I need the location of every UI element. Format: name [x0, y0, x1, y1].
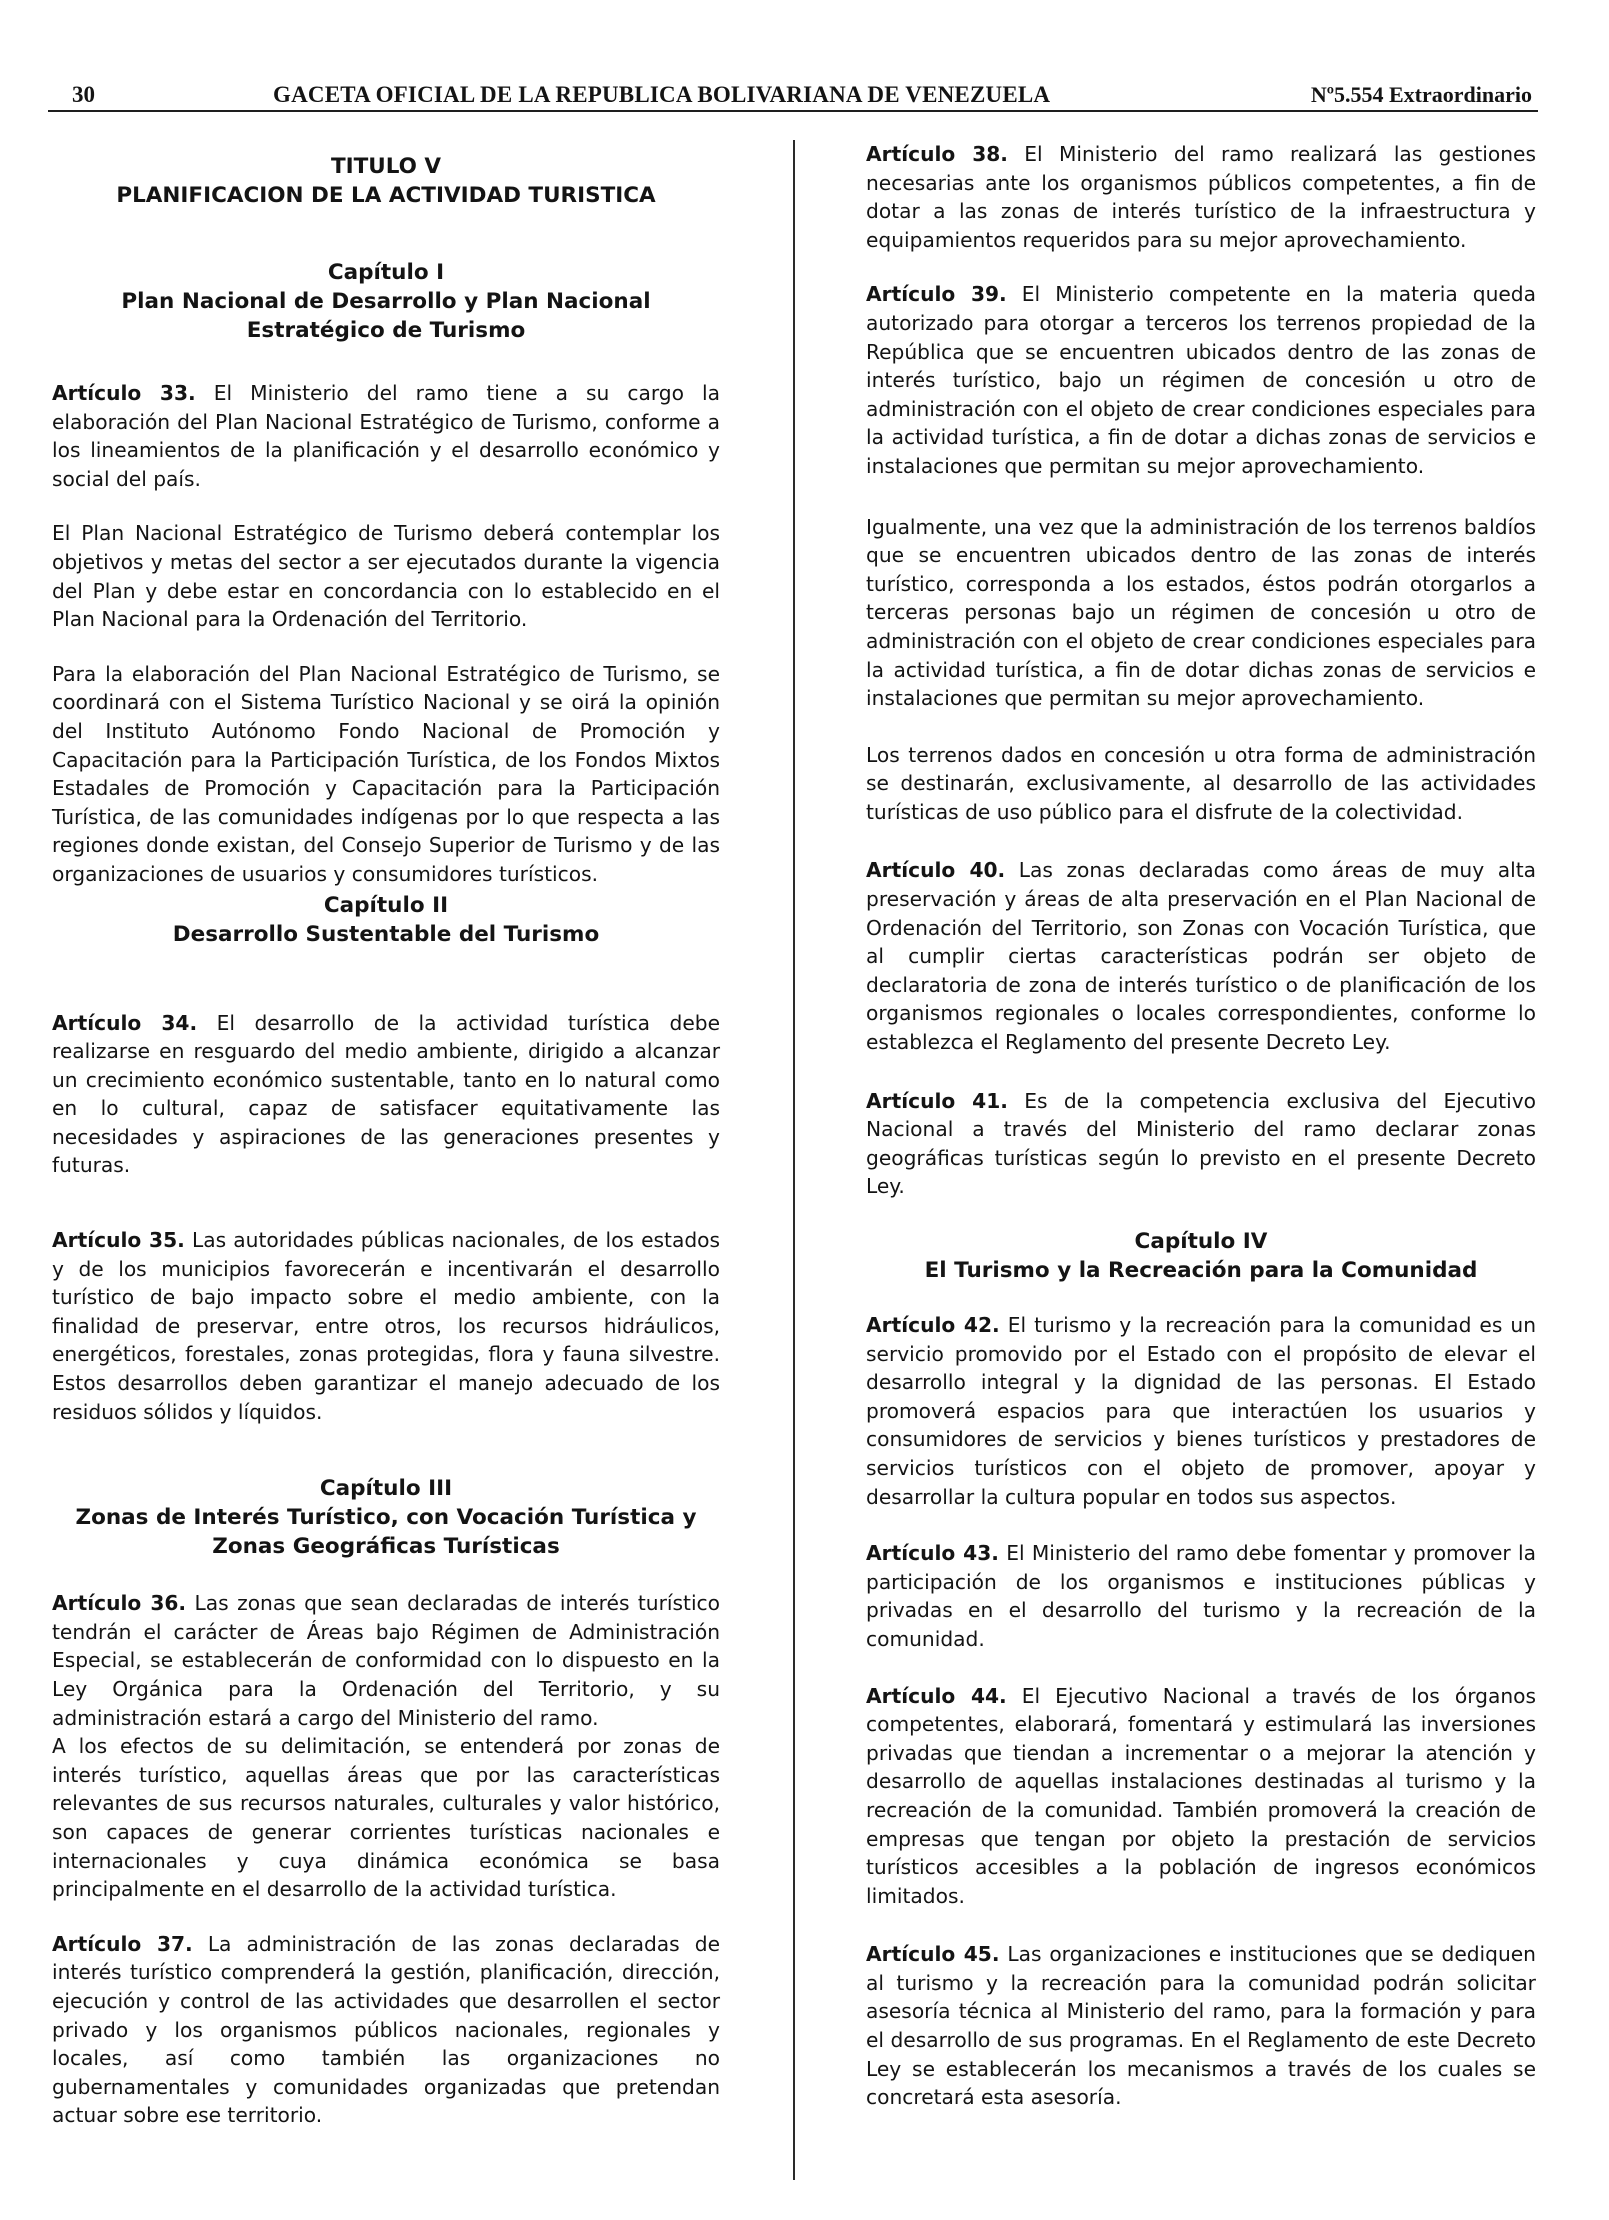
article-36-label: Artículo 36. — [52, 1591, 187, 1616]
page-number: 30 — [72, 82, 95, 107]
chapter-2-name: Desarrollo Sustentable del Turismo — [172, 921, 600, 947]
chapter-2-label: Capítulo II — [323, 892, 449, 918]
article-36-text: Las zonas que sean declaradas de interés turístico tendrán el carácter de Áreas bajo Régimen de Administración Especial, se establecerán de conformidad con lo dispuesto en la Ley Orgánica para la Ordenación del Territorio, y su administración estará a cargo del Ministerio del ramo. — [52, 1591, 720, 1730]
chapter-3-label: Capítulo III — [319, 1476, 453, 1502]
article-38-label: Artículo 38. — [866, 142, 1008, 166]
article-37 — [52, 1930, 720, 2130]
article-41-label: Artículo 41. — [866, 1088, 1008, 1113]
article-40 — [866, 856, 1536, 1056]
article-43-label: Artículo 43. — [866, 1541, 999, 1566]
article-39-paragraph-3: Los terrenos dados en concesión u otra forma de administración se destinarán, exclusivamente, al desarrollo de las actividades turísticas de uso público para el disfrute de la colectividad. — [866, 742, 1536, 824]
titulo-label: TITULO V — [330, 154, 442, 179]
article-43 — [866, 1539, 1536, 1653]
article-45 — [866, 1940, 1536, 2112]
article-35 — [52, 1226, 720, 1426]
chapter-4-label: Capítulo IV — [1134, 1229, 1268, 1254]
article-45-text: Las organizaciones e instituciones que se dediquen al turismo y la recreación para la comunidad podrán solicitar asesoría técnica al Ministerio del ramo, para la formación y para el desarrollo de sus programas. En el Reglamento de este Decreto Ley se establecerán los mecanismos a través de los cuales se concretará esta asesoría. — [866, 1942, 1536, 2110]
left-column — [52, 140, 720, 2130]
article-41 — [866, 1087, 1536, 1201]
article-44-label: Artículo 44. — [866, 1683, 1007, 1708]
article-35-label: Artículo 35. — [52, 1228, 185, 1253]
right-column — [866, 140, 1536, 2112]
article-39 — [866, 280, 1536, 480]
article-39-paragraph-2: Igualmente, una vez que la administración de los terrenos baldíos que se encuentren ubicados dentro de las zonas de interés turístico, corresponda a los estados, éstos podrán otorgarlos a terceras personas bajo un régimen de concesión u otro de administración con el objeto de crear condiciones especiales para la actividad turística, a fin de dotar dichas zonas de servicios e instalaciones que permitan su mejor aprovechamiento. — [866, 514, 1536, 711]
article-36 — [52, 1589, 720, 1732]
article-42-text: El turismo y la recreación para la comunidad es un servicio promovido por el Estado con el propósito de elevar el desarrollo integral y la dignidad de las personas. El Estado promoverá espacios para que interactúen los usuarios y consumidores de servicios y bienes turísticos y prestadores de servicios turísticos con el objeto de promover, apoyar y desarrollar la cultura popular en todos sus aspectos. — [866, 1313, 1536, 1509]
article-40-label: Artículo 40. — [866, 858, 1006, 883]
article-34-text: El desarrollo de la actividad turística debe realizarse en resguardo del medio ambiente, dirigido a alcanzar un crecimiento económico sustentable, tanto en lo natural como en lo cultural, capaz de satisfacer equitativamente las necesidades y aspiraciones de las generaciones presentes y futuras. — [52, 1010, 720, 1178]
article-45-label: Artículo 45. — [866, 1942, 1000, 1967]
chapter-1-label: Capítulo I — [327, 260, 445, 285]
article-33-paragraph-3: Para la elaboración del Plan Nacional Estratégico de Turismo, se coordinará con el Sistema Turístico Nacional y se oirá la opinión del Instituto Autónomo Fondo Nacional de Promoción y Capacitación para la Participación Turística, de los Fondos Mixtos Estadales de Promoción y Capacitación para la Participación Turística, de las comunidades indígenas por lo que respecta a las regiones donde existan, del Consejo Superior de Turismo y de las organizaciones de usuarios y consumidores turísticos. — [52, 661, 720, 886]
article-40-text: Las zonas declaradas como áreas de muy alta preservación y áreas de alta preservación en el Plan Nacional de Ordenación del Territorio, son Zonas con Vocación Turística, que al cumplir ciertas características podrán ser objeto de declaratoria de zona de interés turístico o de planificación de los organismos regionales o locales correspondientes, conforme lo establezca el Reglamento del presente Decreto Ley. — [866, 858, 1536, 1055]
article-34-label: Artículo 34. — [52, 1010, 198, 1035]
column-divider — [793, 140, 795, 2180]
page-header — [48, 70, 1538, 112]
article-33-label: Artículo 33. — [52, 381, 196, 405]
article-37-text: La administración de las zonas declaradas de interés turístico comprenderá la gestión, planificación, dirección, ejecución y control de las actividades que desarrollen el sector privado y los organismos públicos nacionales, regionales y locales, así como también las organizaciones no gubernamentales y comunidades organizadas que pretendan actuar sobre ese territorio. — [52, 1931, 720, 2128]
article-38-text: El Ministerio del ramo realizará las gestiones necesarias ante los organismos públicos competentes, a fin de dotar a las zonas de interés turístico de la infraestructura y equipamientos requeridos para su mejor aprovechamiento. — [866, 142, 1536, 252]
article-37-label: Artículo 37. — [52, 1931, 193, 1956]
article-39-text: El Ministerio competente en la materia queda autorizado para otorgar a terceros los terrenos propiedad de la República que se encuentren ubicados dentro de las zonas de interés turístico, bajo un régimen de concesión u otro de administración con el objeto de crear condiciones especiales para la actividad turística, a fin de dotar a dichas zonas de servicios e instalaciones que permitan su mejor aprovechamiento. — [866, 282, 1536, 478]
article-42-label: Artículo 42. — [866, 1313, 1000, 1337]
article-42 — [866, 1311, 1536, 1511]
article-35-text: Las autoridades públicas nacionales, de los estados y de los municipios favorecerán e incentivarán el desarrollo turístico de bajo impacto sobre el medio ambiente, con la finalidad de preservar, entre otros, los recursos hidráulicos, energéticos, forestales, zonas protegidas, flora y fauna silvestre. Estos desarrollos deben garantizar el manejo adecuado de los residuos sólidos y líquidos. — [52, 1228, 721, 1424]
article-36-paragraph-2: A los efectos de su delimitación, se entenderá por zonas de interés turístico, aquellas áreas que por las características relevantes de sus recursos naturales, culturales y valor histórico, son capaces de generar corrientes turísticas nacionales e internacionales y cuya dinámica económica se basa principalmente en el desarrollo de la actividad turística. — [52, 1734, 720, 1902]
issue-number: Nº5.554 Extraordinario — [1310, 82, 1532, 107]
article-38 — [866, 140, 1536, 254]
chapter-3-name: Zonas de Interés Turístico, con Vocación Turística y Zonas Geográficas Turísticas — [75, 1505, 697, 1560]
article-33 — [52, 379, 720, 493]
article-43-text: El Ministerio del ramo debe fomentar y promover la participación de los organismos e instituciones públicas y privadas en el desarrollo del turismo y la recreación de la comunidad. — [866, 1541, 1536, 1651]
chapter-1-name: Plan Nacional de Desarrollo y Plan Nacional Estratégico de Turismo — [121, 289, 651, 343]
article-33-text: El Ministerio del ramo tiene a su cargo la elaboración del Plan Nacional Estratégico de Turismo, conforme a los lineamientos de la planificación y el desarrollo económico y social del país. — [52, 381, 720, 491]
article-44-text: El Ejecutivo Nacional a través de los órganos competentes, elaborará, fomentará y estimulará las inversiones privadas que tiendan a incrementar o a mejorar la atención y desarrollo de aquellas instalaciones destinadas al turismo y la recreación de la comunidad. También promoverá la creación de empresas que tengan por objeto la prestación de servicios turísticos accesibles a la población de ingresos económicos limitados. — [866, 1683, 1536, 1908]
article-39-label: Artículo 39. — [866, 282, 1007, 307]
gazette-title: GACETA OFICIAL DE LA REPUBLICA BOLIVARIANA DE VENEZUELA — [273, 82, 1051, 107]
article-33-paragraph-2: El Plan Nacional Estratégico de Turismo deberá contemplar los objetivos y metas del sector a ser ejecutados durante la vigencia del Plan y debe estar en concordancia con lo establecido en el Plan Nacional para la Ordenación del Territorio. — [52, 521, 720, 632]
article-34 — [52, 1009, 720, 1181]
article-41-text: Es de la competencia exclusiva del Ejecutivo Nacional a través del Ministerio del ramo declarar zonas geográficas turísticas según lo previsto en el presente Decreto Ley. — [866, 1088, 1536, 1199]
chapter-4-name: El Turismo y la Recreación para la Comunidad — [924, 1258, 1478, 1283]
titulo-name: PLANIFICACION DE LA ACTIVIDAD TURISTICA — [116, 183, 656, 208]
article-44 — [866, 1682, 1536, 1911]
